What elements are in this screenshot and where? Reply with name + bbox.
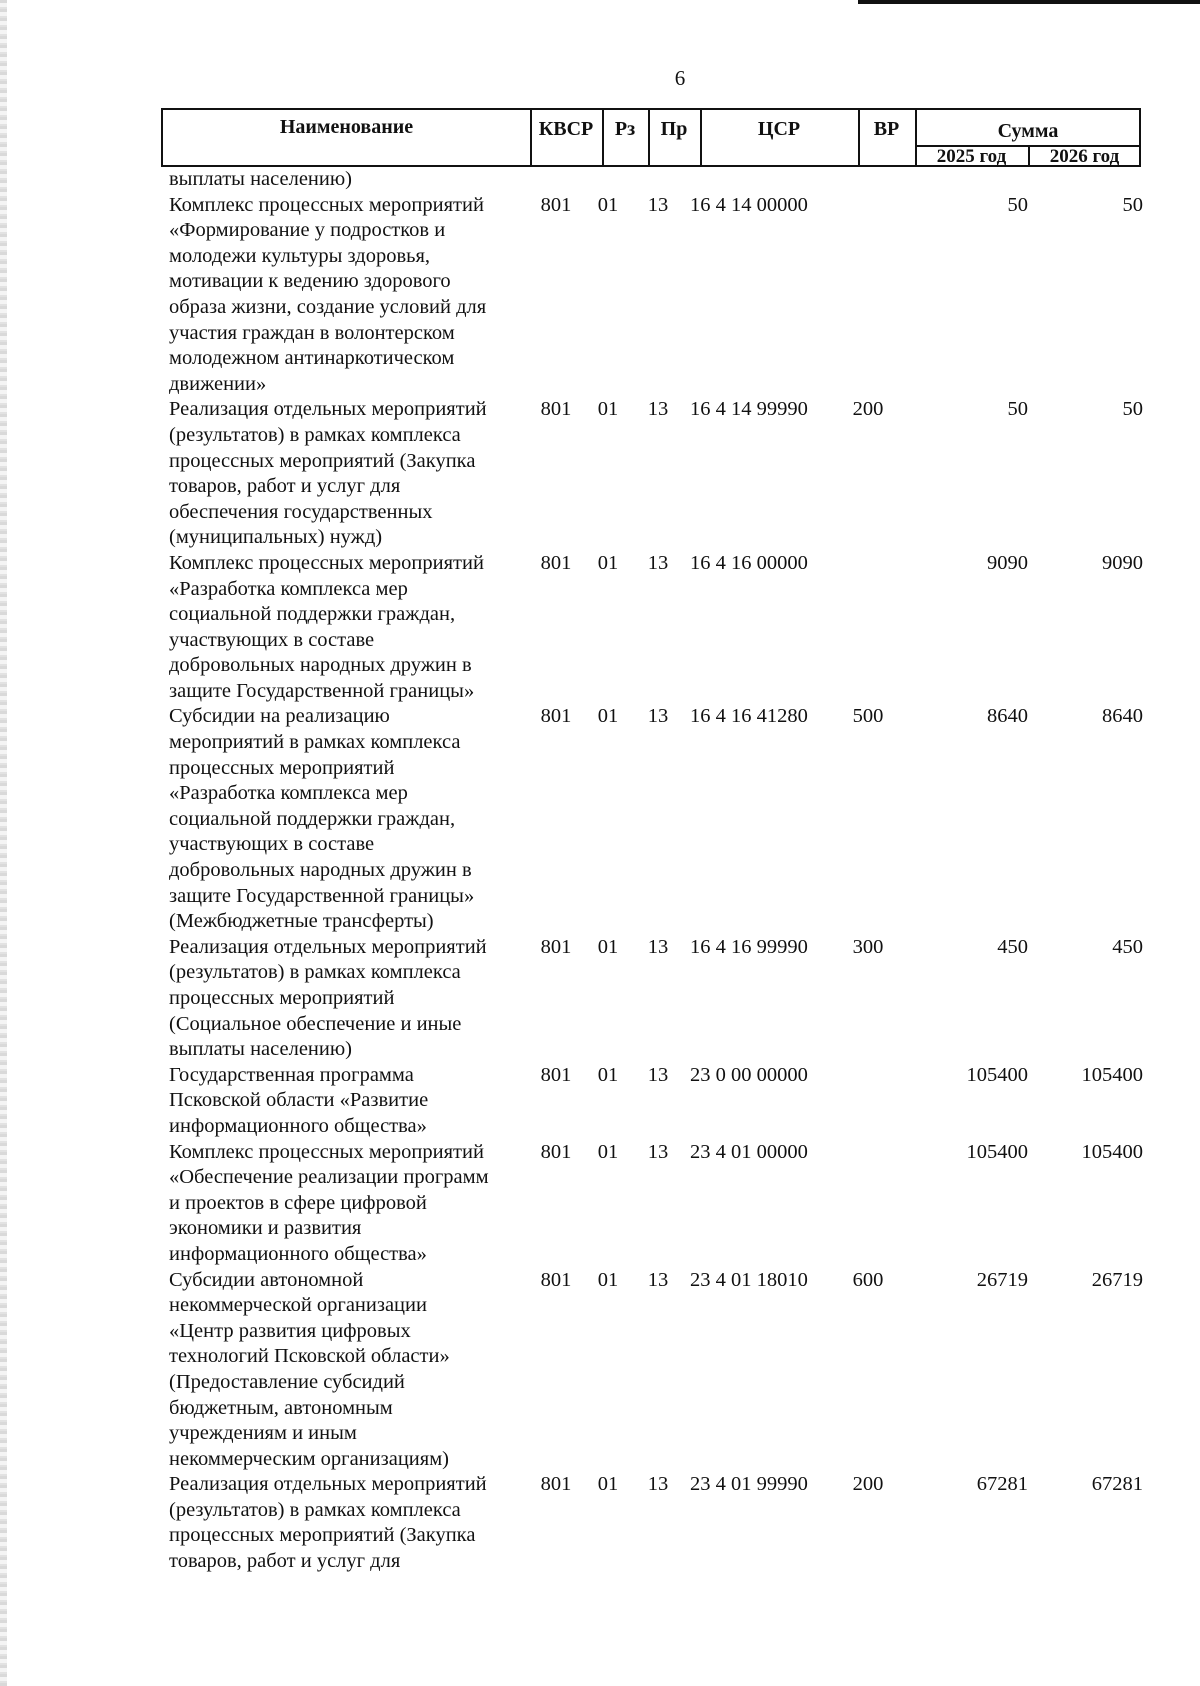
row-rz: 01 xyxy=(597,1268,619,1291)
row-sum-2026: 26719 xyxy=(1091,1268,1143,1291)
row-name: Реализация отдельных мероприятий (результатов) в рамках комплекса процессных мероприятий (Социальное обеспечение и иные выплаты населению) xyxy=(169,935,487,1061)
row-sum-2026: 67281 xyxy=(1091,1473,1143,1496)
row-sum-2026: 105400 xyxy=(1081,1063,1143,1086)
header-name: Наименование xyxy=(279,116,414,138)
row-sum-2025: 450 xyxy=(997,935,1028,958)
row-csr: 23 4 01 18010 xyxy=(690,1268,808,1291)
row-sum-2025: 26719 xyxy=(976,1268,1028,1291)
row-sum-2026: 8640 xyxy=(1102,705,1143,728)
row-sum-2026: 9090 xyxy=(1102,551,1143,574)
row-sum-2025: 9090 xyxy=(987,551,1028,574)
row-rz: 01 xyxy=(597,705,619,728)
row-kvsr: 801 xyxy=(540,1268,572,1291)
row-name: Государственная программа Псковской области «Развитие информационного общества» xyxy=(169,1063,429,1137)
row-kvsr: 801 xyxy=(540,398,572,421)
row-sum-2026: 50 xyxy=(1122,398,1143,421)
row-rz: 01 xyxy=(597,1063,619,1086)
row-pr: 13 xyxy=(647,1063,669,1086)
table-row xyxy=(169,935,1149,1063)
row-name: Комплекс процессных мероприятий «Формирование у подростков и молодежи культуры здоровья, мотивации к ведению здорового образа жизни, создание условий для участия граждан в волонтерском молодежном антинаркотическом движении» xyxy=(169,193,487,395)
table-row xyxy=(169,397,1149,551)
row-csr: 16 4 16 00000 xyxy=(690,551,808,574)
row-name: Субсидии автономной некоммерческой организации «Центр развития цифровых технологий Псковской области» (Предоставление субсидий бюджетным, автономным учреждениям и иным некоммерческим организациям) xyxy=(169,1268,450,1470)
row-sum-2025: 50 xyxy=(1007,193,1028,216)
row-sum-2025: 8640 xyxy=(987,705,1028,728)
row-vr: 600 xyxy=(852,1268,884,1291)
row-rz: 01 xyxy=(597,1473,619,1496)
table-row xyxy=(169,167,1149,193)
header-kvsr: КВСР xyxy=(538,118,594,140)
table-row xyxy=(169,1140,1149,1268)
row-sum-2026: 105400 xyxy=(1081,1140,1143,1163)
row-sum-2026: 50 xyxy=(1122,193,1143,216)
row-vr: 300 xyxy=(852,935,884,958)
table-row xyxy=(169,193,1149,398)
table-row xyxy=(169,1063,1149,1140)
row-csr: 16 4 14 99990 xyxy=(690,398,808,421)
row-name: Комплекс процессных мероприятий «Разработка комплекса мер социальной поддержки граждан, участвующих в составе добровольных народных дружин в защите Государственной границы» xyxy=(169,551,484,702)
row-csr: 23 4 01 99990 xyxy=(690,1473,808,1496)
row-pr: 13 xyxy=(647,1140,669,1163)
row-sum-2025: 105400 xyxy=(966,1063,1028,1086)
table-row xyxy=(169,1472,1149,1574)
scan-edge-top xyxy=(858,0,1200,4)
row-pr: 13 xyxy=(647,1268,669,1291)
row-sum-2026: 450 xyxy=(1112,935,1143,958)
row-sum-2025: 105400 xyxy=(966,1140,1028,1163)
row-pr: 13 xyxy=(647,193,669,216)
row-kvsr: 801 xyxy=(540,1063,572,1086)
row-kvsr: 801 xyxy=(540,1140,572,1163)
header-rz: Рз xyxy=(614,118,636,140)
row-rz: 01 xyxy=(597,398,619,421)
header-year-2025: 2025 год xyxy=(936,146,1007,167)
row-vr: 200 xyxy=(852,398,884,421)
row-sum-2025: 50 xyxy=(1007,398,1028,421)
row-csr: 16 4 16 41280 xyxy=(690,705,808,728)
row-csr: 16 4 16 99990 xyxy=(690,935,808,958)
row-vr: 200 xyxy=(852,1473,884,1496)
table-body xyxy=(169,167,1149,1575)
row-rz: 01 xyxy=(597,935,619,958)
row-kvsr: 801 xyxy=(540,193,572,216)
row-kvsr: 801 xyxy=(540,551,572,574)
table-row xyxy=(169,704,1149,934)
row-csr: 23 0 00 00000 xyxy=(690,1063,808,1086)
table-row xyxy=(169,551,1149,705)
row-rz: 01 xyxy=(597,551,619,574)
header-year-2026: 2026 год xyxy=(1049,146,1120,167)
row-kvsr: 801 xyxy=(540,935,572,958)
header-csr: ЦСР xyxy=(757,118,801,140)
row-csr: 16 4 14 00000 xyxy=(690,193,808,216)
row-pr: 13 xyxy=(647,551,669,574)
table-row xyxy=(169,1268,1149,1473)
row-csr: 23 4 01 00000 xyxy=(690,1140,808,1163)
header-sum: Сумма xyxy=(997,120,1059,142)
row-name: Реализация отдельных мероприятий (результатов) в рамках комплекса процессных мероприятий (Закупка товаров, работ и услуг для обеспечения государственных (муниципальных) нужд) xyxy=(169,398,487,549)
row-name: Реализация отдельных мероприятий (результатов) в рамках комплекса процессных мероприятий (Закупка товаров, работ и услуг для xyxy=(169,1473,487,1573)
row-sum-2025: 67281 xyxy=(976,1473,1028,1496)
page-number-text: 6 xyxy=(674,66,686,90)
row-pr: 13 xyxy=(647,705,669,728)
row-name: Комплекс процессных мероприятий «Обеспечение реализации программ и проектов в сфере цифровой экономики и развития информационного общества» xyxy=(169,1140,489,1265)
row-kvsr: 801 xyxy=(540,1473,572,1496)
row-pr: 13 xyxy=(647,1473,669,1496)
row-rz: 01 xyxy=(597,1140,619,1163)
page-number xyxy=(0,66,1200,91)
header-pr: Пр xyxy=(660,118,688,140)
row-vr: 500 xyxy=(852,705,884,728)
row-name: выплаты населению) xyxy=(169,168,353,190)
table-header xyxy=(161,108,1141,167)
row-pr: 13 xyxy=(647,935,669,958)
row-name: Субсидии на реализацию мероприятий в рамках комплекса процессных мероприятий «Разработка комплекса мер социальной поддержки граждан, участвующих в составе добровольных народных дружин в защите Государственной границы» (Межбюджетные трансферты) xyxy=(169,705,475,933)
scan-edge-left xyxy=(0,0,7,1686)
header-vr: ВР xyxy=(873,118,900,140)
row-pr: 13 xyxy=(647,398,669,421)
row-rz: 01 xyxy=(597,193,619,216)
row-kvsr: 801 xyxy=(540,705,572,728)
